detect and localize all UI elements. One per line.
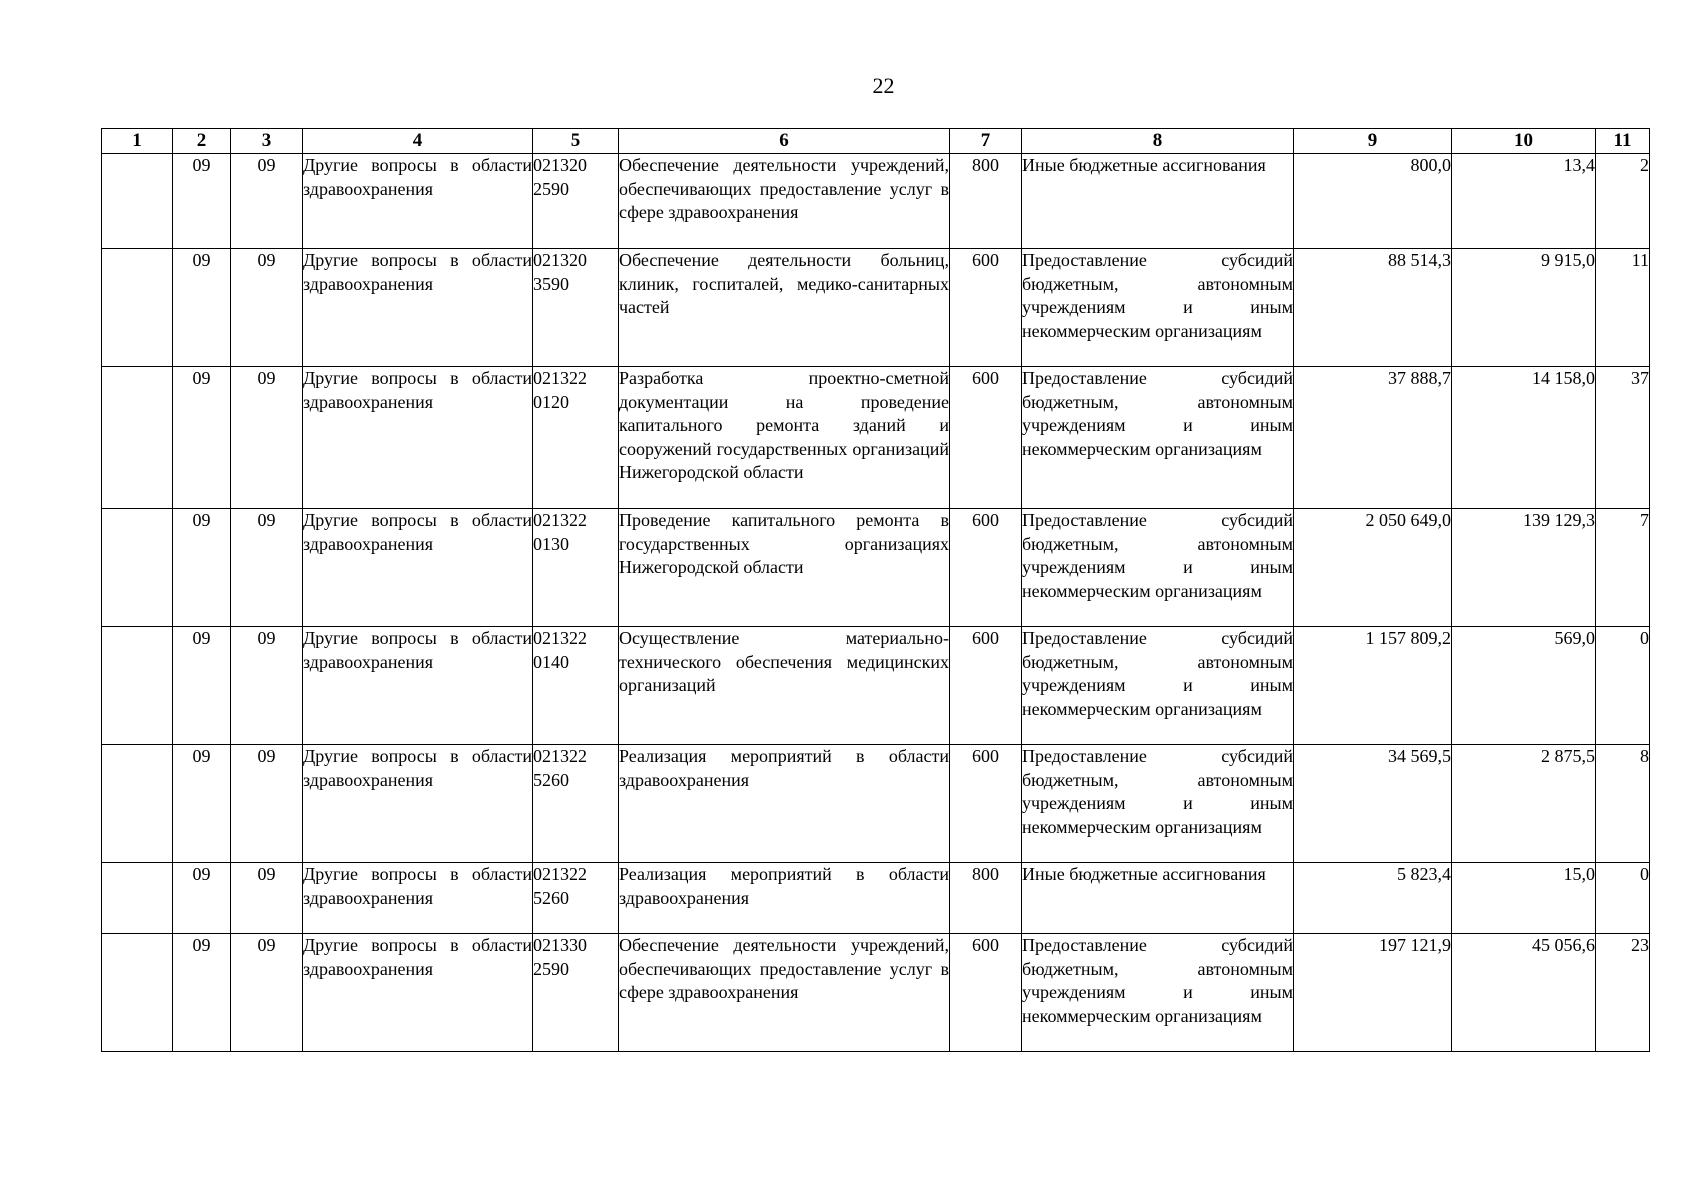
cell-target-code: 021330 2590 <box>533 934 619 1052</box>
cell-spent: 2 875,5 <box>1452 745 1596 863</box>
cell-amount: 1 157 809,2 <box>1294 627 1452 745</box>
cell-target-name: Реализация мероприятий в области здравоохранения <box>619 745 950 863</box>
cell-spent: 9 915,0 <box>1452 249 1596 367</box>
table-row <box>102 154 1650 249</box>
cell-spent: 15,0 <box>1452 863 1596 934</box>
column-header-10: 10 <box>1452 129 1596 154</box>
column-header-11: 11 <box>1596 129 1650 154</box>
cell-spent: 13,4 <box>1452 154 1596 249</box>
table-header <box>102 129 1650 154</box>
cell-expense-name: Предоставление субсидий бюджетным, автономным учреждениям и иным некоммерческим организациям <box>1022 509 1294 627</box>
cell-col1 <box>102 863 173 934</box>
cell-percent: 11 <box>1596 249 1650 367</box>
cell-spent: 45 056,6 <box>1452 934 1596 1052</box>
column-header-6: 6 <box>619 129 950 154</box>
cell-subsection: 09 <box>231 627 303 745</box>
cell-target-name: Проведение капитального ремонта в государственных организациях Нижегородской области <box>619 509 950 627</box>
cell-subsection: 09 <box>231 249 303 367</box>
cell-amount: 800,0 <box>1294 154 1452 249</box>
cell-col1 <box>102 627 173 745</box>
cell-target-code: 021322 5260 <box>533 863 619 934</box>
cell-expense-code: 600 <box>950 367 1022 509</box>
cell-section: 09 <box>173 249 231 367</box>
cell-col1 <box>102 745 173 863</box>
cell-percent: 0 <box>1596 627 1650 745</box>
table-row <box>102 367 1650 509</box>
budget-table <box>101 128 1650 1052</box>
cell-percent: 8 <box>1596 745 1650 863</box>
cell-expense-name: Предоставление субсидий бюджетным, автономным учреждениям и иным некоммерческим организациям <box>1022 745 1294 863</box>
cell-expense-name: Предоставление субсидий бюджетным, автономным учреждениям и иным некоммерческим организациям <box>1022 367 1294 509</box>
cell-target-name: Обеспечение деятельности учреждений, обеспечивающих предоставление услуг в сфере здравоохранения <box>619 934 950 1052</box>
cell-amount: 2 050 649,0 <box>1294 509 1452 627</box>
cell-subsection: 09 <box>231 863 303 934</box>
cell-section-name: Другие вопросы в области здравоохранения <box>303 367 533 509</box>
cell-target-name: Осуществление материально-технического обеспечения медицинских организаций <box>619 627 950 745</box>
cell-expense-code: 800 <box>950 154 1022 249</box>
table-body <box>102 154 1650 1052</box>
cell-expense-name: Иные бюджетные ассигнования <box>1022 863 1294 934</box>
column-header-3: 3 <box>231 129 303 154</box>
cell-subsection: 09 <box>231 154 303 249</box>
cell-spent: 14 158,0 <box>1452 367 1596 509</box>
cell-expense-name: Предоставление субсидий бюджетным, автономным учреждениям и иным некоммерческим организациям <box>1022 627 1294 745</box>
table-row <box>102 509 1650 627</box>
column-header-9: 9 <box>1294 129 1452 154</box>
cell-subsection: 09 <box>231 367 303 509</box>
cell-col1 <box>102 154 173 249</box>
column-header-4: 4 <box>303 129 533 154</box>
cell-spent: 569,0 <box>1452 627 1596 745</box>
cell-section-name: Другие вопросы в области здравоохранения <box>303 154 533 249</box>
cell-target-name: Обеспечение деятельности учреждений, обеспечивающих предоставление услуг в сфере здравоохранения <box>619 154 950 249</box>
cell-section: 09 <box>173 627 231 745</box>
cell-expense-code: 600 <box>950 934 1022 1052</box>
cell-expense-name: Предоставление субсидий бюджетным, автономным учреждениям и иным некоммерческим организациям <box>1022 249 1294 367</box>
cell-section: 09 <box>173 509 231 627</box>
cell-section-name: Другие вопросы в области здравоохранения <box>303 934 533 1052</box>
cell-section-name: Другие вопросы в области здравоохранения <box>303 745 533 863</box>
cell-expense-code: 600 <box>950 509 1022 627</box>
page-number: 22 <box>872 73 895 98</box>
cell-section-name: Другие вопросы в области здравоохранения <box>303 249 533 367</box>
cell-section-name: Другие вопросы в области здравоохранения <box>303 627 533 745</box>
cell-target-code: 021320 3590 <box>533 249 619 367</box>
cell-col1 <box>102 249 173 367</box>
cell-percent: 37 <box>1596 367 1650 509</box>
cell-section: 09 <box>173 154 231 249</box>
cell-target-name: Реализация мероприятий в области здравоохранения <box>619 863 950 934</box>
table-row <box>102 863 1650 934</box>
cell-target-code: 021322 0120 <box>533 367 619 509</box>
cell-expense-code: 800 <box>950 863 1022 934</box>
cell-section: 09 <box>173 934 231 1052</box>
cell-percent: 7 <box>1596 509 1650 627</box>
cell-expense-code: 600 <box>950 249 1022 367</box>
column-number-row <box>102 129 1650 154</box>
table-row <box>102 745 1650 863</box>
cell-section-name: Другие вопросы в области здравоохранения <box>303 863 533 934</box>
cell-expense-code: 600 <box>950 745 1022 863</box>
cell-section-name: Другие вопросы в области здравоохранения <box>303 509 533 627</box>
table-row <box>102 934 1650 1052</box>
cell-target-code: 021320 2590 <box>533 154 619 249</box>
cell-amount: 88 514,3 <box>1294 249 1452 367</box>
cell-target-name: Разработка проектно-сметной документации на проведение капитального ремонта зданий и сооружений государственных организаций Нижегородской области <box>619 367 950 509</box>
column-header-7: 7 <box>950 129 1022 154</box>
cell-section: 09 <box>173 745 231 863</box>
column-header-1: 1 <box>102 129 173 154</box>
cell-subsection: 09 <box>231 934 303 1052</box>
cell-expense-name: Предоставление субсидий бюджетным, автономным учреждениям и иным некоммерческим организациям <box>1022 934 1294 1052</box>
cell-target-code: 021322 5260 <box>533 745 619 863</box>
cell-percent: 23 <box>1596 934 1650 1052</box>
cell-col1 <box>102 934 173 1052</box>
cell-spent: 139 129,3 <box>1452 509 1596 627</box>
cell-target-name: Обеспечение деятельности больниц, клиник, госпиталей, медико-санитарных частей <box>619 249 950 367</box>
table-row <box>102 249 1650 367</box>
cell-target-code: 021322 0140 <box>533 627 619 745</box>
cell-col1 <box>102 509 173 627</box>
cell-percent: 2 <box>1596 154 1650 249</box>
cell-target-code: 021322 0130 <box>533 509 619 627</box>
column-header-2: 2 <box>173 129 231 154</box>
cell-expense-name: Иные бюджетные ассигнования <box>1022 154 1294 249</box>
cell-col1 <box>102 367 173 509</box>
cell-subsection: 09 <box>231 509 303 627</box>
cell-section: 09 <box>173 863 231 934</box>
column-header-5: 5 <box>533 129 619 154</box>
cell-section: 09 <box>173 367 231 509</box>
cell-amount: 37 888,7 <box>1294 367 1452 509</box>
cell-expense-code: 600 <box>950 627 1022 745</box>
column-header-8: 8 <box>1022 129 1294 154</box>
cell-amount: 5 823,4 <box>1294 863 1452 934</box>
cell-amount: 34 569,5 <box>1294 745 1452 863</box>
cell-percent: 0 <box>1596 863 1650 934</box>
table-row <box>102 627 1650 745</box>
cell-subsection: 09 <box>231 745 303 863</box>
cell-amount: 197 121,9 <box>1294 934 1452 1052</box>
